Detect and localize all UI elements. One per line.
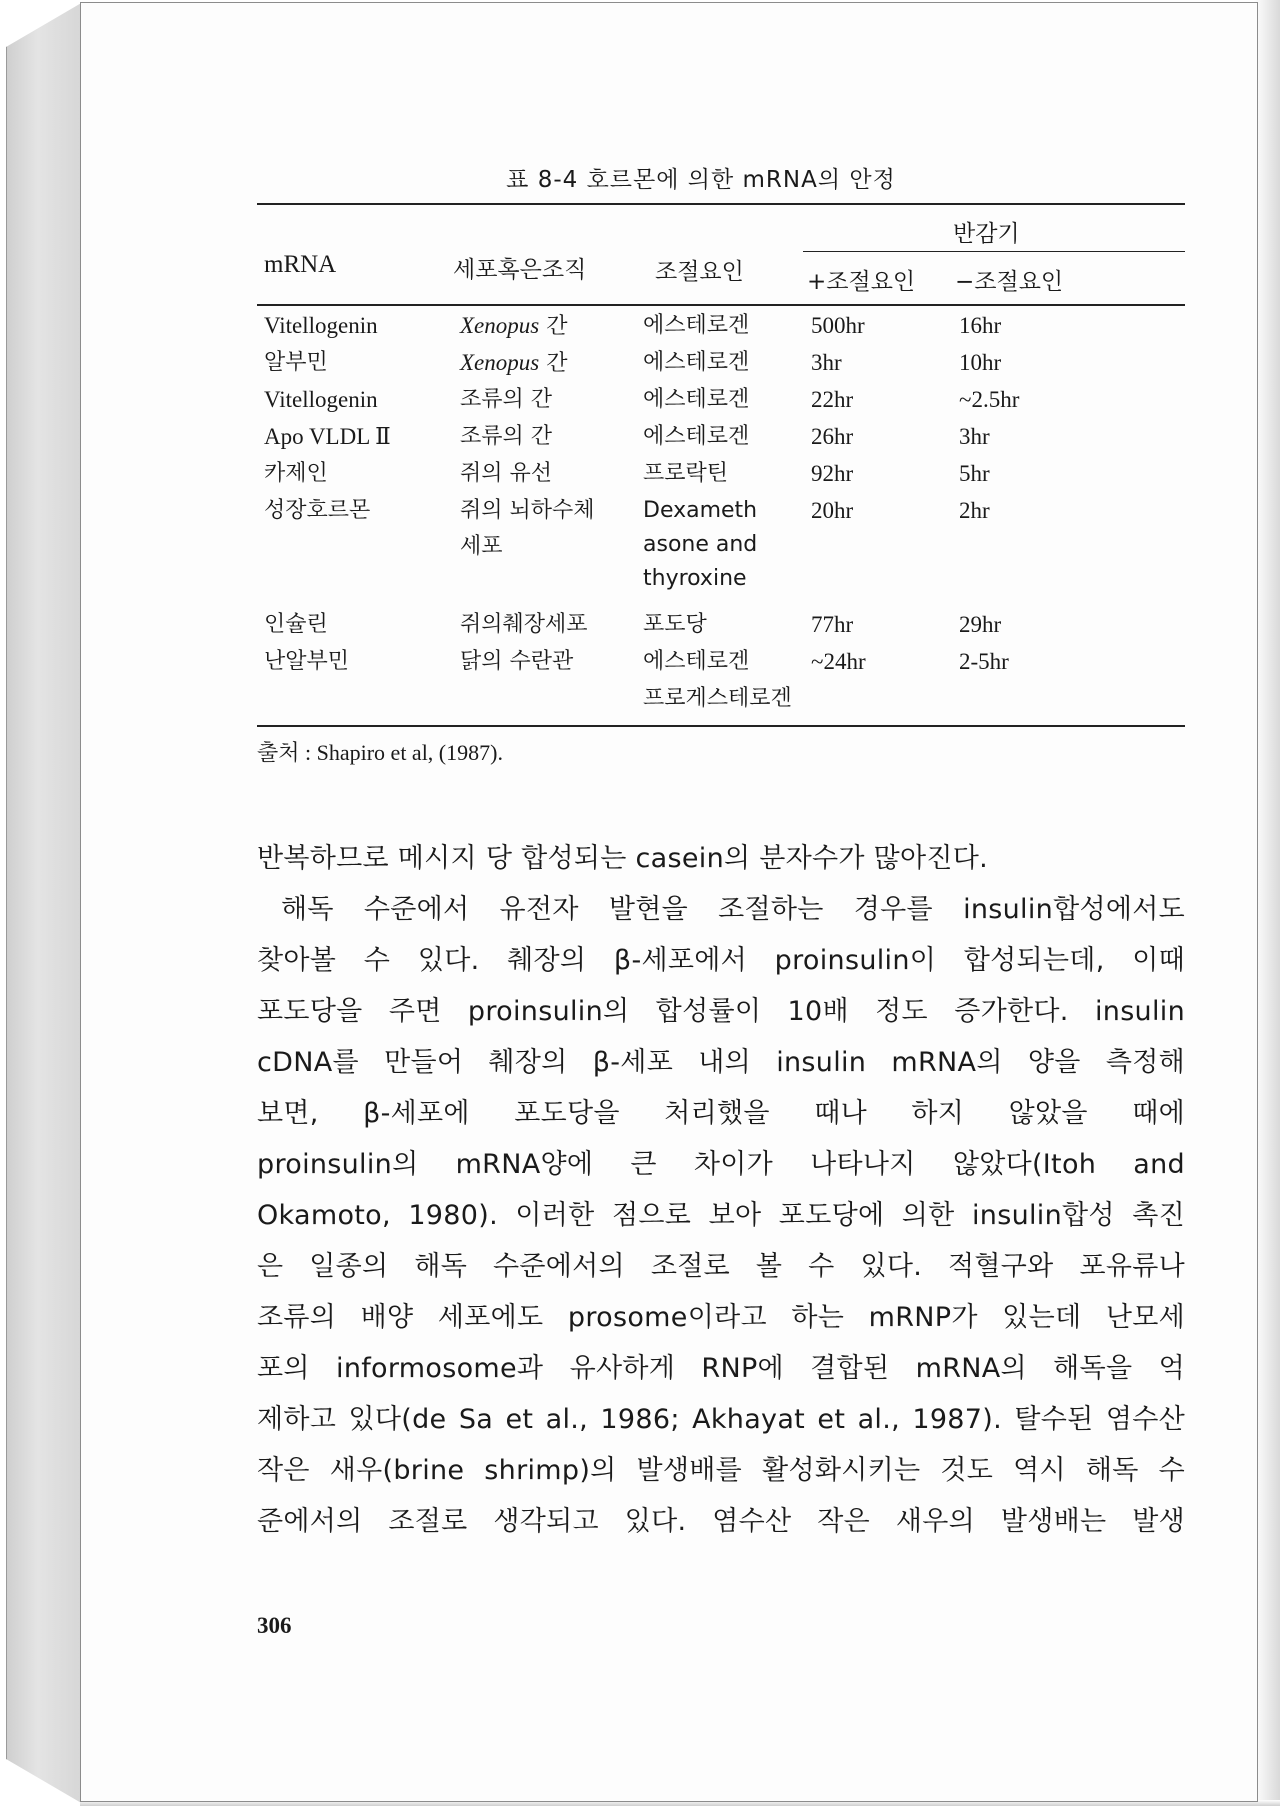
cell-minus: 3hr: [959, 424, 990, 449]
cell-minus: 29hr: [959, 612, 1002, 637]
cell-factor: 에스테로겐: [643, 350, 750, 375]
body-line: proinsulin의 mRNA양에 큰 차이가 나타나지 않았다(Itoh and: [257, 1149, 1185, 1180]
body-line: 조류의 배양 세포에도 prosome이라고 하는 mRNP가 있는데 난모세: [257, 1302, 1185, 1333]
cell-plus: 20hr: [811, 498, 854, 523]
cell-factor: 에스테로겐: [643, 313, 750, 338]
body-line: 찾아볼 수 있다. 췌장의 β-세포에서 proinsulin이 합성되는데, 이때: [257, 945, 1185, 976]
cell-tissue: 쥐의췌장세포: [460, 612, 588, 637]
cell-tissue: 쥐의 뇌하수체: [460, 498, 595, 523]
cell-plus: 500hr: [811, 313, 865, 338]
header-halflife: 반감기: [953, 221, 1020, 247]
body-line: 보면, β-세포에 포도당을 처리했을 때나 하지 않았을 때에: [257, 1098, 1185, 1129]
cell-tissue: [460, 309, 567, 344]
cell-minus: 2hr: [959, 498, 990, 523]
cell-mrna: Vitellogenin: [264, 387, 378, 412]
cell-tissue-text: 간: [539, 351, 568, 376]
cell-tissue: 닭의 수란관: [460, 649, 574, 674]
cell-plus: 22hr: [811, 387, 854, 412]
cell-factor-line3: thyroxine: [643, 566, 747, 591]
header-minus-factor: −조절요인: [955, 269, 1064, 295]
cell-tissue: 조류의 간: [460, 387, 553, 412]
cell-plus: 77hr: [811, 612, 854, 637]
cell-plus: 26hr: [811, 424, 854, 449]
halflife-sub-rule: [803, 251, 1185, 252]
cell-factor: 프로락틴: [643, 461, 729, 486]
cell-tissue: 조류의 간: [460, 424, 553, 449]
body-line: 포도당을 주면 proinsulin의 합성률이 10배 정도 증가한다. insulin: [257, 996, 1185, 1027]
body-line: 해독 수준에서 유전자 발현을 조절하는 경우를 insulin합성에서도: [281, 894, 1185, 925]
body-line: Okamoto, 1980). 이러한 점으로 보아 포도당에 의한 insulin합성 촉진: [257, 1200, 1185, 1231]
cell-plus: 3hr: [811, 350, 842, 375]
body-line: 제하고 있다(de Sa et al., 1986; Akhayat et al., 1987). 탈수된 염수산: [257, 1404, 1185, 1435]
body-line: 준에서의 조절로 생각되고 있다. 염수산 작은 새우의 발생배는 발생: [257, 1506, 1185, 1537]
cell-factor: Dexameth: [643, 498, 758, 523]
cell-tissue: [460, 346, 567, 381]
header-plus-factor: +조절요인: [807, 269, 916, 295]
cell-mrna: 카제인: [264, 461, 328, 486]
cell-tissue-italic: Xenopus: [460, 313, 540, 338]
header-tissue: 세포혹은조직: [453, 257, 587, 283]
table-header-rule: [257, 304, 1185, 306]
cell-mrna: 인슐린: [264, 612, 328, 637]
cell-mrna: 난알부민: [264, 649, 350, 674]
cell-factor: 에스테로겐: [643, 649, 750, 674]
cell-tissue: 쥐의 유선: [460, 461, 553, 486]
header-mrna: mRNA: [264, 251, 337, 278]
cell-factor: 포도당: [643, 612, 707, 637]
cell-plus: 92hr: [811, 461, 854, 486]
cell-minus: ~2.5hr: [959, 387, 1020, 412]
cell-mrna: Vitellogenin: [264, 313, 378, 338]
table-top-rule: [257, 203, 1185, 205]
cell-mrna: Apo VLDL Ⅱ: [264, 424, 391, 449]
cell-mrna: 알부민: [264, 350, 328, 375]
cell-tissue-italic: Xenopus: [460, 350, 540, 375]
body-line: 포의 informosome과 유사하게 RNP에 결합된 mRNA의 해독을 억: [257, 1353, 1185, 1384]
cell-tissue-line2: 세포: [460, 534, 503, 559]
cell-tissue-text: 간: [539, 314, 568, 339]
body-line: 은 일종의 해독 수준에서의 조절로 볼 수 있다. 적혈구와 포유류나: [257, 1251, 1185, 1282]
page-content: [81, 3, 1259, 1803]
body-line: 작은 새우(brine shrimp)의 발생배를 활성화시키는 것도 역시 해독 수: [257, 1455, 1185, 1486]
book-page: [80, 2, 1258, 1802]
cell-minus: 10hr: [959, 350, 1002, 375]
cell-minus: 2-5hr: [959, 649, 1009, 674]
book-spine: [6, 2, 83, 1804]
table-source: 출처 : Shapiro et al, (1987).: [257, 740, 503, 765]
cell-factor-line2: 프로게스테로겐: [643, 686, 792, 711]
body-line: 반복하므로 메시지 당 합성되는 casein의 분자수가 많아진다.: [257, 843, 989, 874]
table-bottom-rule: [257, 725, 1185, 727]
table-caption: 표 8-4 호르몬에 의한 mRNA의 안정: [506, 167, 896, 193]
cell-factor: 에스테로겐: [643, 424, 750, 449]
cell-mrna: 성장호르몬: [264, 498, 371, 523]
cell-factor-line2: asone and: [643, 532, 758, 557]
header-factor: 조절요인: [655, 259, 744, 285]
page-number: 306: [257, 1613, 292, 1638]
cell-plus: ~24hr: [811, 649, 866, 674]
cell-factor: 에스테로겐: [643, 387, 750, 412]
cell-minus: 5hr: [959, 461, 990, 486]
cell-minus: 16hr: [959, 313, 1002, 338]
body-line: cDNA를 만들어 췌장의 β-세포 내의 insulin mRNA의 양을 측정해: [257, 1047, 1185, 1078]
